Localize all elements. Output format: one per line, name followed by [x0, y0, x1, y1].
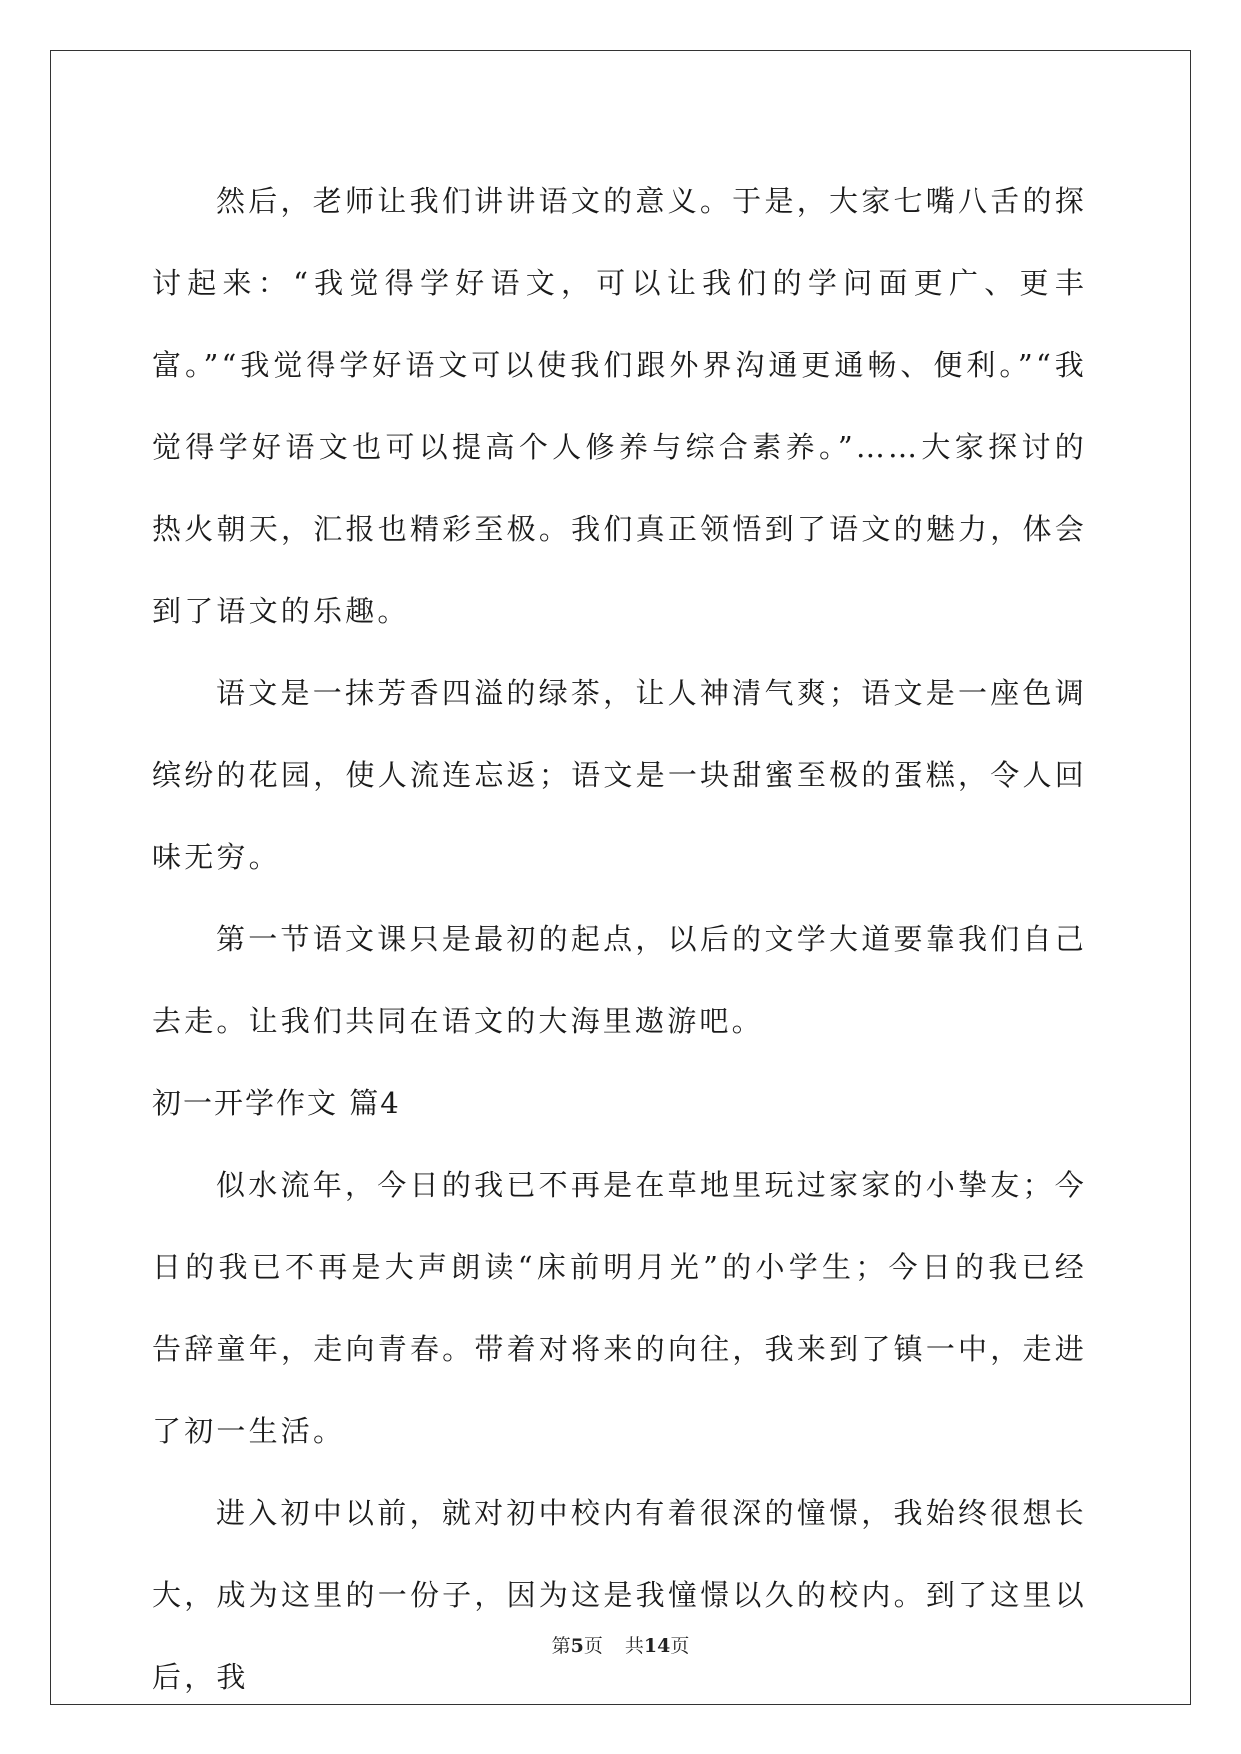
- page-prefix: 第: [551, 1635, 571, 1657]
- page-number: 5: [570, 1635, 584, 1657]
- total-prefix: 共: [624, 1635, 644, 1657]
- total-pages: 14: [643, 1635, 671, 1657]
- paragraph-new-school: 似水流年，今日的我已不再是在草地里玩过家家的小挚友；今日的我已不再是大声朗读“床前明月光”的小学生；今日的我已经告辞童年，走向青春。带着对将来的向往，我来到了镇一中，走进了初一生活。: [152, 1168, 1087, 1448]
- paragraph-starting-point: 第一节语文课只是最初的起点，以后的文学大道要靠我们自己去走。让我们共同在语文的大海里遨游吧。: [152, 922, 1087, 1038]
- total-suffix: 页: [670, 1635, 690, 1657]
- paragraph-before-middle-school: 进入初中以前，就对初中校内有着很深的憧憬，我始终很想长大，成为这里的一份子，因为这是我憧憬以久的校内。到了这里以后，我: [152, 1496, 1087, 1694]
- page-suffix: 页: [583, 1635, 603, 1657]
- paragraph-metaphors: 语文是一抹芳香四溢的绿茶，让人神清气爽；语文是一座色调缤纷的花园，使人流连忘返；语文是一块甜蜜至极的蛋糕，令人回味无穷。: [152, 676, 1087, 874]
- paragraph-discussion: 然后，老师让我们讲讲语文的意义。于是，大家七嘴八舌的探讨起来：“我觉得学好语文，可以让我们的学问面更广、更丰富。”“我觉得学好语文可以使我们跟外界沟通更通畅、便利。”“我觉得学好语文也可以提高个人修养与综合素养。”……大家探讨的热火朝天，汇报也精彩至极。我们真正领悟到了语文的魅力，体会到了语文的乐趣。: [152, 184, 1087, 628]
- page-footer: [0, 1631, 1241, 1658]
- document-body: [152, 160, 1087, 1718]
- section-heading: 初一开学作文 篇4: [152, 1086, 401, 1120]
